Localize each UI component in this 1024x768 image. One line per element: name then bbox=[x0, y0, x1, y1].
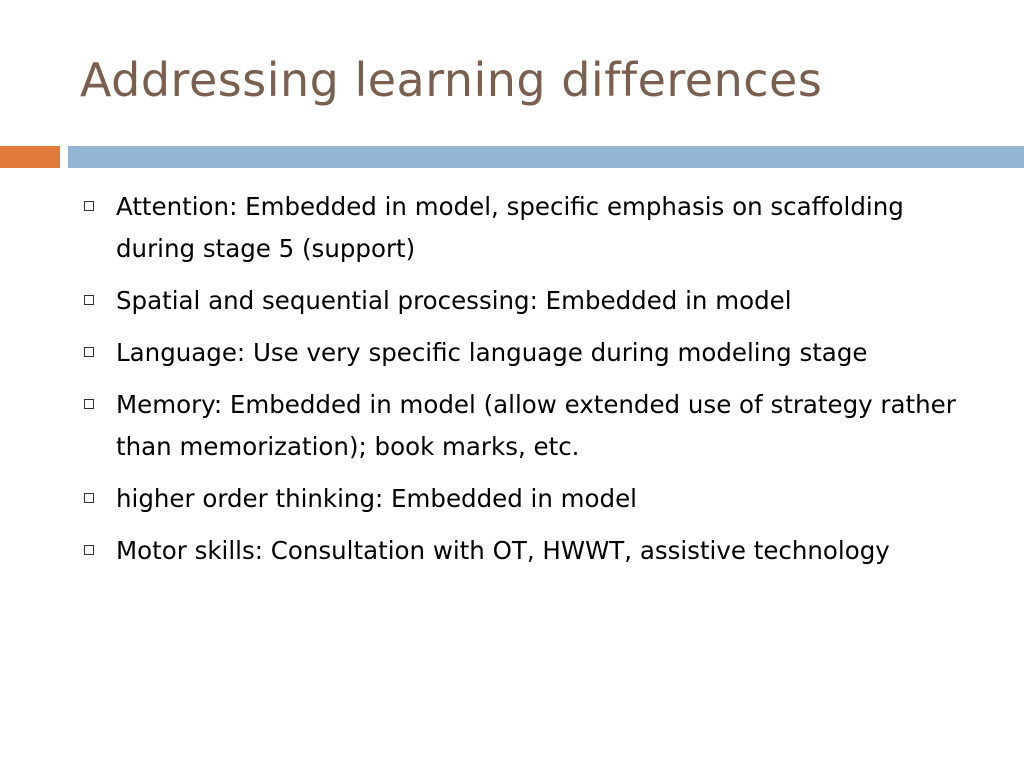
slide-title: Addressing learning differences bbox=[80, 53, 823, 107]
bullet-item-memory bbox=[80, 384, 980, 468]
bullet-item-motor-skills bbox=[80, 530, 980, 572]
bullet-text: Attention: Embedded in model, specific emphasis on scaffolding during stage 5 (support) bbox=[116, 192, 904, 263]
bullet-text: Language: Use very specific language during modeling stage bbox=[116, 338, 868, 367]
hollow-square-bullet-icon bbox=[84, 493, 94, 503]
hollow-square-bullet-icon bbox=[84, 399, 94, 409]
bullet-text: Motor skills: Consultation with OT, HWWT, assistive technology bbox=[116, 536, 890, 565]
hollow-square-bullet-icon bbox=[84, 347, 94, 357]
bullet-item-spatial bbox=[80, 280, 980, 322]
hollow-square-bullet-icon bbox=[84, 295, 94, 305]
accent-bar bbox=[0, 146, 60, 168]
title-rule-bar bbox=[68, 146, 1024, 168]
bullet-item-higher-order-thinking bbox=[80, 478, 980, 520]
hollow-square-bullet-icon bbox=[84, 201, 94, 211]
bullet-text: Spatial and sequential processing: Embedded in model bbox=[116, 286, 792, 315]
bullet-text: higher order thinking: Embedded in model bbox=[116, 484, 637, 513]
bullet-item-attention bbox=[80, 186, 980, 270]
bullet-text: Memory: Embedded in model (allow extended use of strategy rather than memorization); book marks, etc. bbox=[116, 390, 956, 461]
bullet-item-language bbox=[80, 332, 980, 374]
bullet-list bbox=[80, 186, 980, 582]
hollow-square-bullet-icon bbox=[84, 545, 94, 555]
